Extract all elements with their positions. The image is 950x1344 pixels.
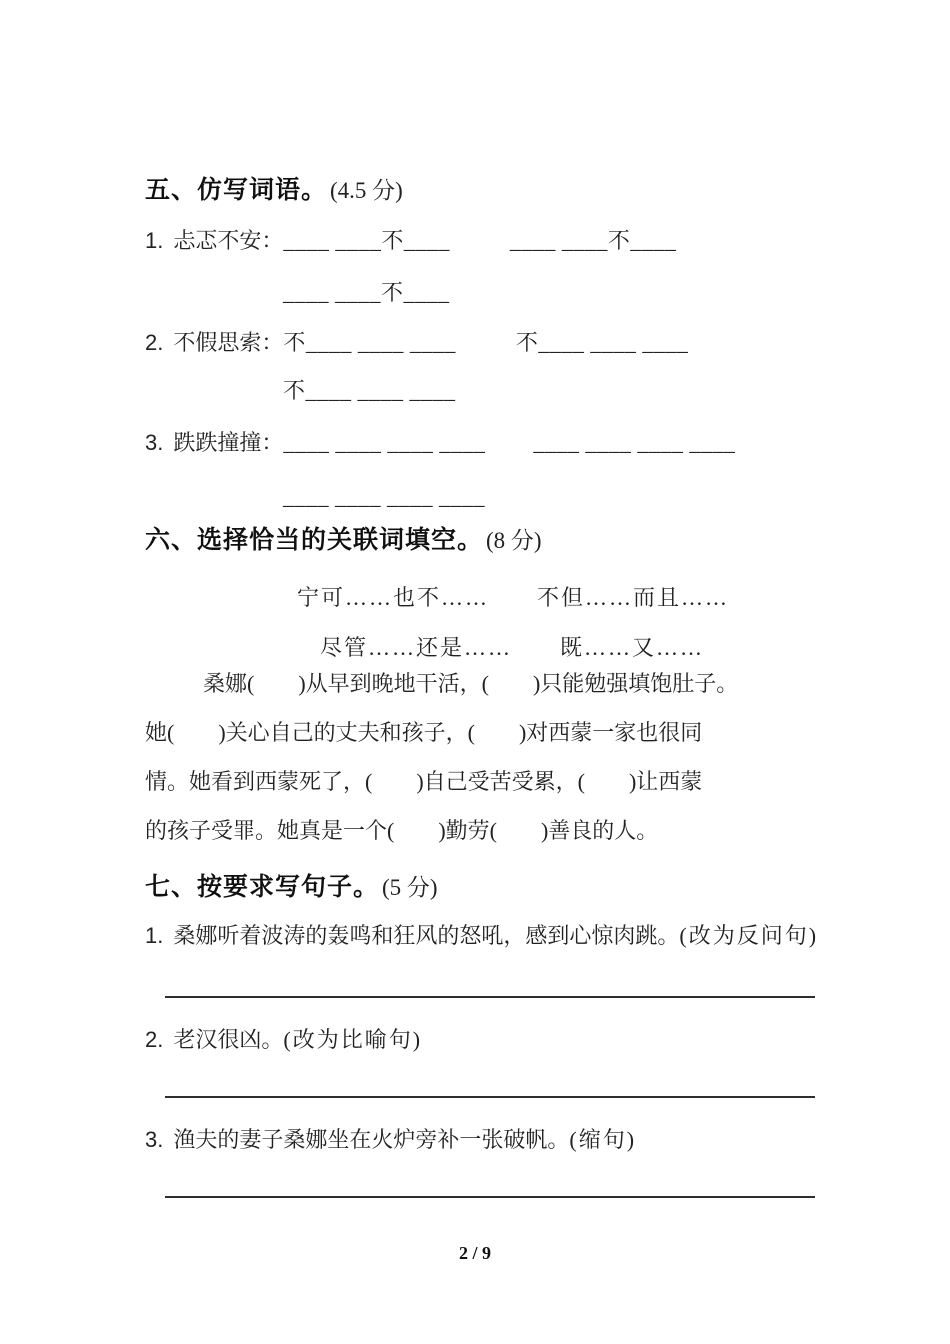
q5-item3-line2: ____ ____ ____ ____ bbox=[283, 484, 485, 509]
option-budan-erqie: 不但……而且…… bbox=[537, 585, 730, 610]
q7-item1-hint: (改为反问句) bbox=[679, 923, 819, 948]
q5-item1-line1 bbox=[145, 224, 676, 258]
q5-item1-blanks-b: ____ ____不____ bbox=[509, 228, 677, 253]
q7-item1-text: 桑娜听着波涛的轰鸣和狂风的怒吼，感到心惊肉跳。 bbox=[173, 923, 680, 948]
section6-title: 六、选择恰当的关联词填空。 bbox=[145, 526, 484, 554]
q5-item3-blanks-a: ____ ____ ____ ____ bbox=[283, 430, 486, 455]
q7-item2 bbox=[145, 1023, 422, 1057]
option-ji-you: 既……又…… bbox=[560, 635, 705, 660]
q5-item2-line2: 不____ ____ ____ bbox=[283, 378, 456, 403]
section7-score: (5 分) bbox=[382, 875, 438, 900]
q7-item3-hint: (缩句) bbox=[569, 1127, 637, 1152]
answer-line-2 bbox=[165, 1096, 815, 1098]
q7-item2-text: 老汉很凶。 bbox=[173, 1027, 284, 1052]
q7-item3 bbox=[145, 1123, 636, 1157]
q5-item1-label: 忐忑不安： bbox=[173, 228, 284, 253]
q7-item1-number: 1. bbox=[145, 923, 164, 948]
q5-item2-number: 2. bbox=[145, 330, 164, 355]
q7-item2-number: 2. bbox=[145, 1027, 164, 1052]
q5-item2-line1 bbox=[145, 326, 688, 360]
q5-item2-label: 不假思索： bbox=[173, 330, 284, 355]
q5-item1-line2: ____ ____不____ bbox=[283, 280, 450, 305]
section7-title: 七、按要求写句子。 bbox=[145, 873, 380, 901]
q5-item1-blanks-a: ____ ____不____ bbox=[283, 228, 450, 253]
fill-paragraph-line3: 情。她看到西蒙死了，( )自己受苦受累，( )让西蒙 bbox=[145, 769, 703, 794]
conjunction-options-line2 bbox=[320, 631, 704, 665]
section6-heading bbox=[145, 523, 542, 558]
q7-item2-hint: (改为比喻句) bbox=[283, 1027, 423, 1052]
option-jinguan-haishi: 尽管……还是…… bbox=[320, 635, 513, 660]
q5-item1-number: 1. bbox=[145, 228, 164, 253]
q5-item3-number: 3. bbox=[145, 430, 164, 455]
fill-paragraph-line4: 的孩子受罪。她真是一个( )勤劳( )善良的人。 bbox=[145, 818, 659, 843]
answer-line-1 bbox=[165, 996, 815, 998]
section5-title: 五、仿写词语。 bbox=[145, 176, 328, 204]
conjunction-options-line1 bbox=[297, 581, 729, 615]
section6-score: (8 分) bbox=[486, 528, 542, 553]
q5-item3-blanks-b: ____ ____ ____ ____ bbox=[533, 430, 736, 455]
section5-heading bbox=[145, 173, 403, 208]
q5-item3-line1 bbox=[145, 426, 735, 460]
option-ningke-yebu: 宁可……也不…… bbox=[297, 585, 490, 610]
answer-line-3 bbox=[165, 1196, 815, 1198]
q5-item3-label: 跌跌撞撞： bbox=[173, 430, 284, 455]
section7-heading bbox=[145, 870, 438, 905]
section5-score: (4.5 分) bbox=[330, 178, 403, 203]
fill-paragraph-line1: 桑娜( )从早到晚地干活，( )只能勉强填饱肚子。 bbox=[203, 671, 739, 696]
q7-item1 bbox=[145, 919, 818, 953]
fill-paragraph-line2: 她( )关心自己的丈夫和孩子，( )对西蒙一家也很同 bbox=[145, 720, 703, 745]
q7-item3-text: 渔夫的妻子桑娜坐在火炉旁补一张破帆。 bbox=[173, 1127, 570, 1152]
q5-item2-blanks-a: 不____ ____ ____ bbox=[283, 330, 456, 355]
q7-item3-number: 3. bbox=[145, 1127, 164, 1152]
page-number: 2 / 9 bbox=[458, 1243, 491, 1263]
q5-item2-blanks-b: 不____ ____ ____ bbox=[515, 330, 689, 355]
